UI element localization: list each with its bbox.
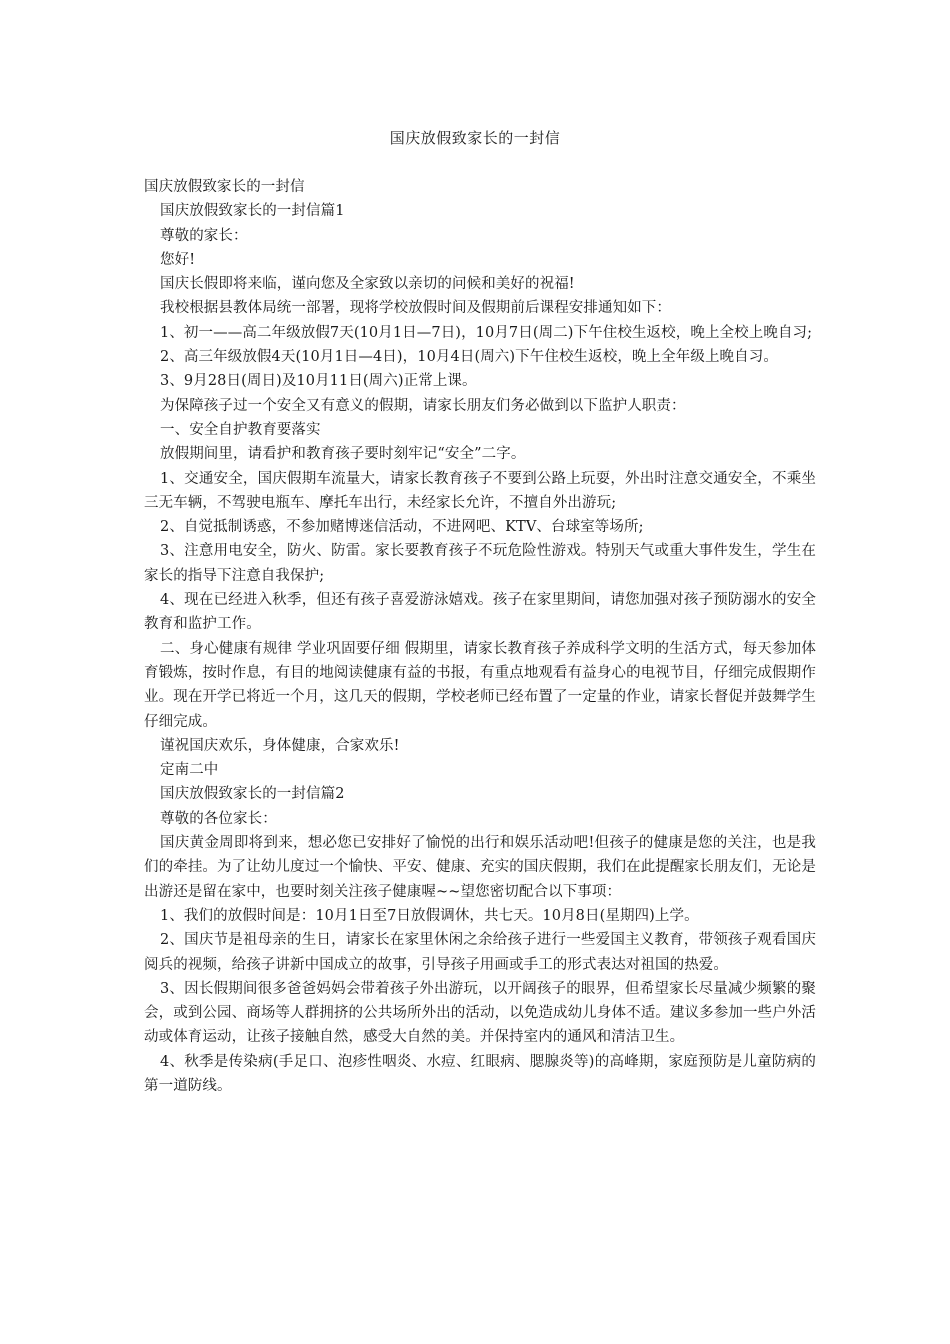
body-paragraph: 4、现在已经进入秋季，但还有孩子喜爱游泳嬉戏。孩子在家里期间，请您加强对孩子预防溺水的安全教育和监护工作。 <box>144 592 816 633</box>
body-paragraph: 尊敬的各位家长： <box>160 810 277 827</box>
body-paragraph: 为保障孩子过一个安全又有意义的假期，请家长朋友们务必做到以下监护人职责： <box>160 397 686 414</box>
body-paragraph: 2、国庆节是祖母亲的生日，请家长在家里休闲之余给孩子进行一些爱国主义教育，带领孩子观看国庆阅兵的视频，给孩子讲新中国成立的故事，引导孩子用画或手工的形式表达对祖国的热爱。 <box>144 932 816 973</box>
body-paragraph: 2、高三年级放假4天(10月1日—4日)，10月4日(周六)下午住校生返校，晚上全年级上晚自习。 <box>160 349 778 366</box>
body-paragraph: 1、我们的放假时间是：10月1日至7日放假调休，共七天。10月8日(星期四)上学。 <box>160 907 699 924</box>
body-paragraph: 国庆黄金周即将到来，想必您已安排好了愉悦的出行和娱乐活动吧!但孩子的健康是您的关注，也是我们的牵挂。为了让幼儿度过一个愉快、平安、健康、充实的国庆假期，我们在此提醒家长朋友们，无论是出游还是留在家中，也要时刻关注孩子健康喔~~望您密切配合以下事项： <box>144 835 816 900</box>
document-title: 国庆放假致家长的一封信 <box>389 129 561 147</box>
document-heading-line: 国庆放假致家长的一封信 <box>144 179 305 195</box>
body-paragraph: 2、自觉抵制诱惑，不参加赌博迷信活动，不进网吧、KTV、台球室等场所; <box>160 519 644 536</box>
body-paragraph: 3、9月28日(周日)及10月11日(周六)正常上课。 <box>160 373 477 390</box>
body-paragraph: 3、因长假期间很多爸爸妈妈会带着孩子外出游玩，以开阔孩子的眼界，但希望家长尽量减少频繁的聚会，或到公园、商场等人群拥挤的公共场所外出的活动，以免造成幼儿身体不适。建议多参加一些户外活动或体育运动，让孩子接触自然，感受大自然的美。并保持室内的通风和清洁卫生。 <box>144 980 816 1046</box>
body-paragraph: 定南二中 <box>160 762 219 779</box>
document-body <box>144 175 816 1098</box>
body-paragraph: 国庆放假致家长的一封信篇1 <box>160 203 345 220</box>
body-paragraph: 您好! <box>160 251 196 268</box>
body-paragraph: 我校根据县教体局统一部署，现将学校放假时间及假期前后课程安排通知如下： <box>160 300 671 317</box>
body-paragraph: 尊敬的家长： <box>160 227 248 244</box>
body-paragraph: 谨祝国庆欢乐，身体健康，合家欢乐! <box>160 737 400 754</box>
body-paragraph: 4、秋季是传染病(手足口、泡疹性咽炎、水痘、红眼病、腮腺炎等)的高峰期，家庭预防是儿童防病的第一道防线。 <box>144 1053 816 1094</box>
body-paragraph: 一、安全自护教育要落实 <box>160 421 321 438</box>
body-paragraph: 1、初一——高二年级放假7天(10月1日—7日)，10月7日(周二)下午住校生返校，晚上全校上晚自习; <box>160 324 813 341</box>
body-paragraph: 3、注意用电安全，防火、防雷。家长要教育孩子不玩危险性游戏。特别天气或重大事件发生，学生在家长的指导下注意自我保护; <box>144 543 816 584</box>
body-paragraph: 1、交通安全，国庆假期车流量大，请家长教育孩子不要到公路上玩耍，外出时注意交通安全，不乘坐三无车辆，不驾驶电瓶车、摩托车出行，未经家长允许，不擅自外出游玩; <box>144 470 816 511</box>
body-paragraph: 二、身心健康有规律 学业巩固要仔细 假期里，请家长教育孩子养成科学文明的生活方式，每天参加体育锻炼，按时作息，有目的地阅读健康有益的书报，有重点地观看有益身心的电视节目，仔细完成假期作业。现在开学已将近一个月，这几天的假期，学校老师已经布置了一定量的作业，请家长督促并鼓舞学生仔细完成。 <box>144 640 816 730</box>
body-paragraph: 放假期间里，请看护和教育孩子要时刻牢记“安全”二字。 <box>160 446 526 463</box>
body-paragraph: 国庆放假致家长的一封信篇2 <box>160 786 345 803</box>
body-paragraph: 国庆长假即将来临，谨向您及全家致以亲切的问候和美好的祝福! <box>160 276 575 293</box>
